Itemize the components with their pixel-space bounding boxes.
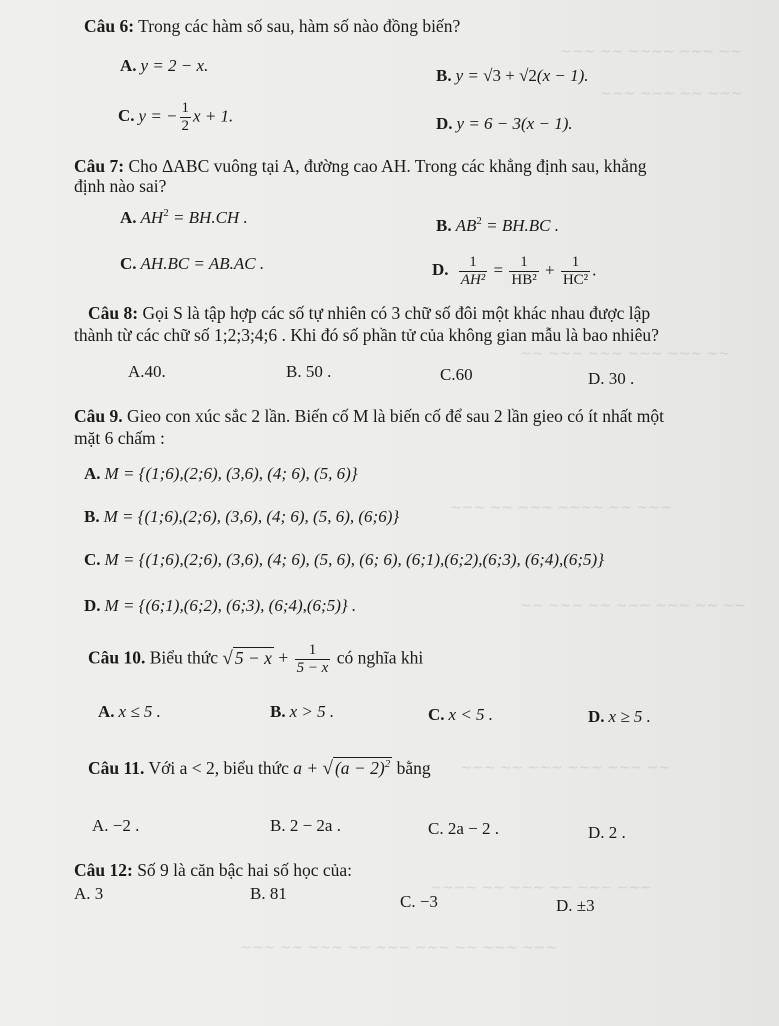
- bleed-through-text: ~~~ ~~ ~~~ ~~ ~~~ ~~~ ~~ ~~~ ~~~: [240, 940, 558, 956]
- q11-option-b: B. 2 − 2a .: [270, 816, 341, 835]
- question-6-stem: Câu 6: Trong các hàm số sau, hàm số nào đồng biến?: [84, 16, 461, 36]
- q6-option-b: B. y = √3 + √2(x − 1).: [436, 66, 589, 85]
- question-8-stem: Câu 8: Gọi S là tập hợp các số tự nhiên có 3 chữ số đôi một khác nhau được lập: [88, 303, 651, 323]
- q8-option-d: D. 30 .: [588, 369, 635, 388]
- bleed-through-text: ~~~ ~~ ~~~~ ~~~ ~~: [560, 44, 743, 60]
- q6-option-c: C. y = − $\frac{1}{2}$ x + 1.: [118, 100, 234, 134]
- q7-option-c: C. AH.BC = AB.AC .: [120, 254, 265, 273]
- question-7-stem: Câu 7: Cho ΔABC vuông tại A, đường cao AH. Trong các khẳng định sau, khẳng: [74, 156, 647, 176]
- q8-option-b: B. 50 .: [286, 362, 332, 381]
- q8-option-c: C.60: [440, 365, 473, 384]
- q6-option-d: D. y = 6 − 3(x − 1).: [436, 114, 573, 133]
- q8-option-a: A.40.: [128, 362, 166, 381]
- question-10-stem: Câu 10. Biểu thức √ 5 − x + $\frac{1}{5 - x}$ có nghĩa khi: [88, 642, 424, 676]
- q11-option-d: D. 2 .: [588, 823, 626, 842]
- q12-option-a: A. 3: [74, 884, 104, 903]
- question-11-stem: Câu 11. Với a < 2, biểu thức a + √ $(a - 2)^2$ bằng: [88, 758, 431, 779]
- square-root-expression: √ $(a - 2)^2$: [322, 758, 391, 779]
- q10-option-c: C. x < 5 .: [428, 705, 494, 724]
- bleed-through-text: ~~~~ ~~ ~~~ ~~ ~~~ ~~~: [430, 880, 652, 896]
- q10-option-d: D. x ≥ 5 .: [588, 707, 651, 726]
- q7-option-d: D. $\frac{1}{\text{AH²}}$ = $\frac{1}{\text{HB²}}$ + $\frac{1}{\text{HC²}}$ .: [432, 254, 597, 288]
- question-9-stem-line2: mặt 6 chấm :: [74, 428, 165, 448]
- fraction-one-half: $\frac{1}{2}$: [181, 100, 190, 134]
- bleed-through-text: ~~ ~~~ ~~~ ~~~ ~~~ ~~: [520, 346, 730, 362]
- q10-option-a: A. x ≤ 5 .: [98, 702, 161, 721]
- square-root-expression: √ 5 − x: [222, 647, 272, 669]
- fraction-expression: $\frac{1}{5 - x}$: [296, 642, 329, 676]
- question-12-stem: Câu 12: Số 9 là căn bậc hai số học của:: [74, 860, 352, 880]
- question-9-stem: Câu 9. Gieo con xúc sắc 2 lần. Biến cố M là biến cố để sau 2 lần gieo có ít nhất một: [74, 406, 665, 426]
- bleed-through-text: ~~~ ~~ ~~~ ~~~ ~~~ ~~: [460, 760, 670, 776]
- q9-option-b: B. M = {(1;6),(2;6), (3,6), (4; 6), (5, 6), (6;6)}: [84, 507, 400, 526]
- q9-option-d: D. M = {(6;1),(6;2), (6;3), (6;4),(6;5)} .: [84, 596, 357, 615]
- q9-option-c: C. M = {(1;6),(2;6), (3,6), (4; 6), (5, 6), (6; 6), (6;1),(6;2),(6;3), (6;4),(6;5)}: [84, 550, 605, 569]
- q7-option-a: A. $AH^2 = BH.CH$ .: [120, 207, 248, 227]
- q6-option-a: A. y = 2 − x.: [120, 56, 209, 75]
- q11-option-c: C. 2a − 2 .: [428, 819, 499, 838]
- q12-option-c: C. −3: [400, 892, 438, 911]
- q11-option-a: A. −2 .: [92, 816, 140, 835]
- question-7-stem-line2: định nào sai?: [74, 176, 167, 196]
- bleed-through-text: ~~~ ~~~ ~~ ~~~: [600, 86, 743, 102]
- question-8-stem-line2: thành từ các chữ số 1;2;3;4;6 . Khi đó số phần tử của không gian mẫu là bao nhiêu?: [74, 325, 659, 345]
- q9-option-a: A. M = {(1;6),(2;6), (3,6), (4; 6), (5, 6)}: [84, 464, 358, 483]
- bleed-through-text: ~~ ~~~ ~~ ~~~ ~~~ ~~ ~~: [520, 598, 747, 614]
- q7-option-b: B. $AB^2 = BH.BC$ .: [436, 215, 559, 235]
- q12-option-b: B. 81: [250, 884, 287, 903]
- q10-option-b: B. x > 5 .: [270, 702, 335, 721]
- bleed-through-text: ~~~ ~~ ~~~ ~~~~ ~~ ~~~: [450, 500, 672, 516]
- q12-option-d: D. ±3: [556, 896, 595, 915]
